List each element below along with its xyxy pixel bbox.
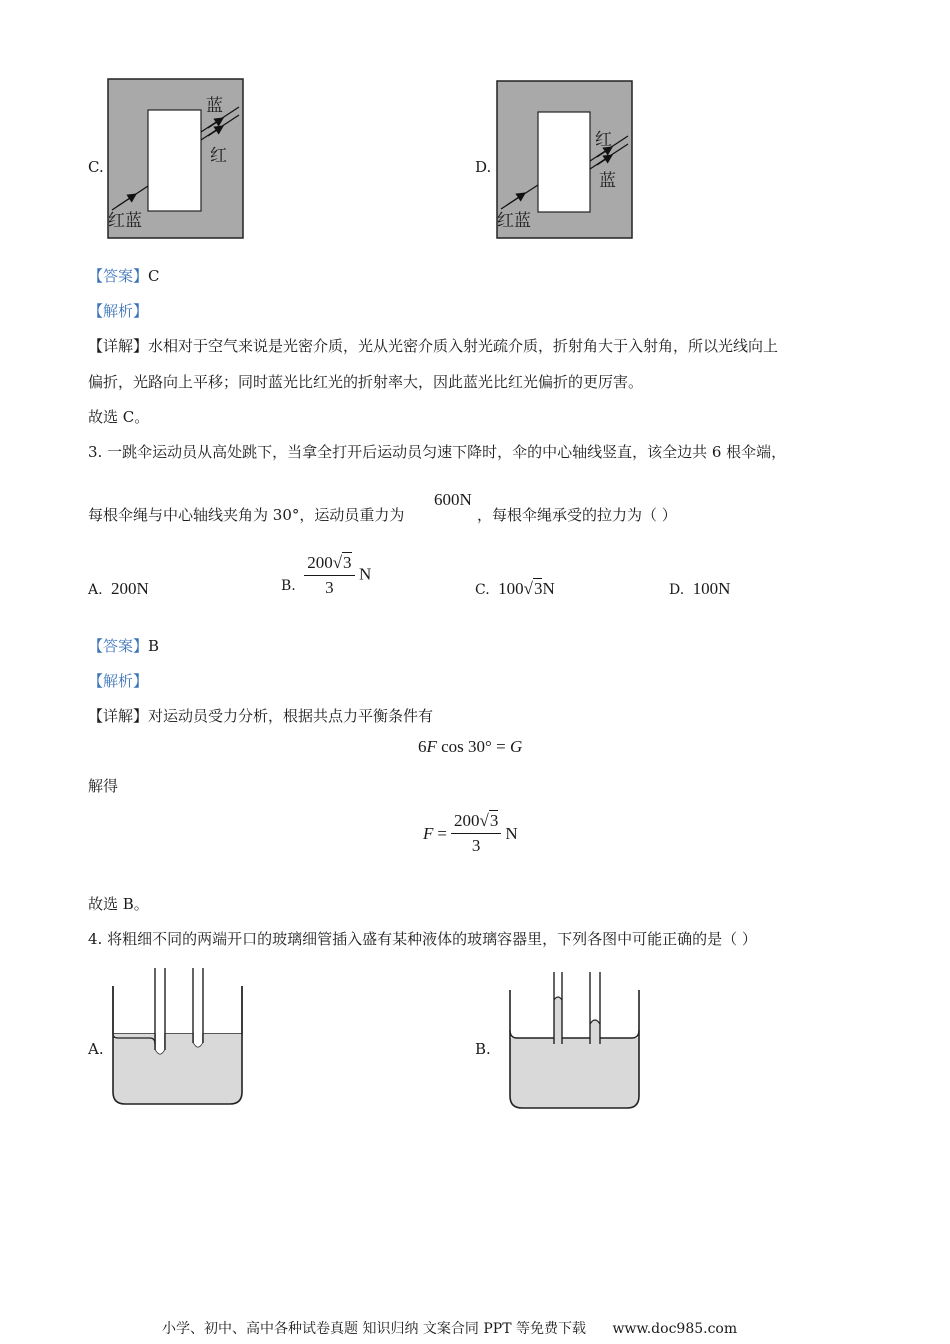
coefficient: 100 — [498, 579, 524, 598]
detail-tag: 【详解】 — [88, 337, 149, 355]
q3-option-a — [88, 579, 149, 599]
unit: N — [542, 579, 555, 598]
radicand: 3 — [533, 579, 543, 598]
conclusion-q2: 故选 C。 — [88, 408, 150, 426]
option-label: A. — [88, 582, 103, 598]
option-a-label: A. — [88, 1040, 104, 1058]
fraction: $\frac{200√3}{3}$ — [451, 811, 501, 856]
detail-line-2: 偏折，光路向上平移；同时蓝光比红光的折射率大，因此蓝光比红光偏折的更厉害。 — [88, 373, 644, 391]
detail-text-1: 水相对于空气来说是光密介质，光从光密介质入射光疏介质，折射角大于入射角，所以光线向上 — [148, 337, 779, 355]
numerator: 200 — [453, 811, 480, 830]
numerator: 200 — [307, 553, 333, 572]
unit: N — [505, 823, 518, 843]
answer-line-q3 — [88, 636, 159, 656]
footer — [162, 1318, 737, 1338]
footer-link[interactable]: www.doc985.com — [612, 1321, 738, 1337]
q3-stem-line-2a: 每根伞绳与中心轴线夹角为 30°，运动员重力为 — [88, 506, 405, 524]
equation — [418, 737, 522, 757]
option-label: D. — [669, 582, 685, 598]
q3-detail — [88, 706, 433, 726]
detail-text: 对运动员受力分析，根据共点力平衡条件有 — [148, 707, 434, 725]
q3-option-d — [669, 579, 730, 599]
denominator: 3 — [325, 578, 334, 597]
figure-option-a — [110, 966, 246, 1108]
q3-stem-line-1: 3. 一跳伞运动员从高处跳下，当拿全打开后运动员匀速下降时，伞的中心轴线竖直，该全边共 6 根伞端， — [88, 443, 787, 461]
answer-tag: 【答案】 — [88, 267, 149, 285]
q3-stem-line-2b: ，每根伞绳承受的拉力为（ ） — [477, 506, 677, 524]
figure-option-c — [108, 79, 244, 239]
eq-func: cos 30° = — [441, 737, 506, 756]
q4-stem: 4. 将粗细不同的两端开口的玻璃细管插入盛有某种液体的玻璃容器里，下列各图中可能正确的是（ ） — [88, 930, 757, 948]
result-lhs: F — [423, 823, 434, 843]
detail-line-1 — [88, 336, 778, 356]
option-value: 100N — [692, 579, 731, 598]
eq-coef: 6 — [418, 737, 427, 756]
liquid — [510, 990, 639, 1108]
eq-rhs: G — [509, 737, 523, 756]
option-value: 200N — [111, 579, 149, 598]
option-label: C. — [475, 582, 490, 598]
figure-option-d — [497, 81, 633, 239]
option-d-label: D. — [475, 158, 492, 176]
label-top: 红 — [595, 130, 612, 150]
denominator: 3 — [471, 836, 481, 855]
q3-option-c: C. 100√3N — [475, 579, 555, 598]
result-eq: = — [437, 823, 447, 843]
answer-value: C — [148, 267, 160, 285]
unit: N — [359, 564, 372, 584]
answer-tag: 【答案】 — [88, 637, 149, 655]
label-bottom: 红蓝 — [108, 211, 142, 231]
air-gap — [148, 110, 201, 211]
label-top: 蓝 — [206, 96, 223, 116]
footer-text: 小学、初中、高中各种试卷真题 知识归纳 文案合同 PPT 等免费下载 — [162, 1321, 586, 1337]
answer-line-q2 — [88, 266, 160, 286]
solve-label: 解得 — [88, 777, 119, 795]
option-b-label: B. — [475, 1040, 491, 1058]
radicand: 3 — [343, 553, 352, 572]
conclusion-q3: 故选 B。 — [88, 895, 149, 913]
q3-option-b — [281, 553, 371, 598]
figure-option-b — [507, 970, 643, 1112]
label-mid: 蓝 — [599, 171, 616, 191]
label-bottom: 红蓝 — [497, 211, 531, 231]
option-c-label: C. — [88, 158, 104, 176]
answer-value: B — [148, 637, 160, 655]
fraction: $\frac{200√3}{3}$ — [304, 553, 354, 598]
q3-weight: 600N — [434, 490, 472, 509]
eq-var: F — [426, 737, 437, 756]
result-formula — [423, 811, 518, 856]
option-label: B. — [281, 577, 296, 594]
label-mid: 红 — [210, 146, 227, 166]
analysis-tag: 【解析】 — [88, 672, 149, 690]
liquid — [113, 1034, 242, 1104]
air-gap — [538, 112, 590, 212]
detail-tag: 【详解】 — [88, 707, 149, 725]
radicand: 3 — [489, 811, 499, 830]
analysis-tag: 【解析】 — [88, 302, 149, 320]
